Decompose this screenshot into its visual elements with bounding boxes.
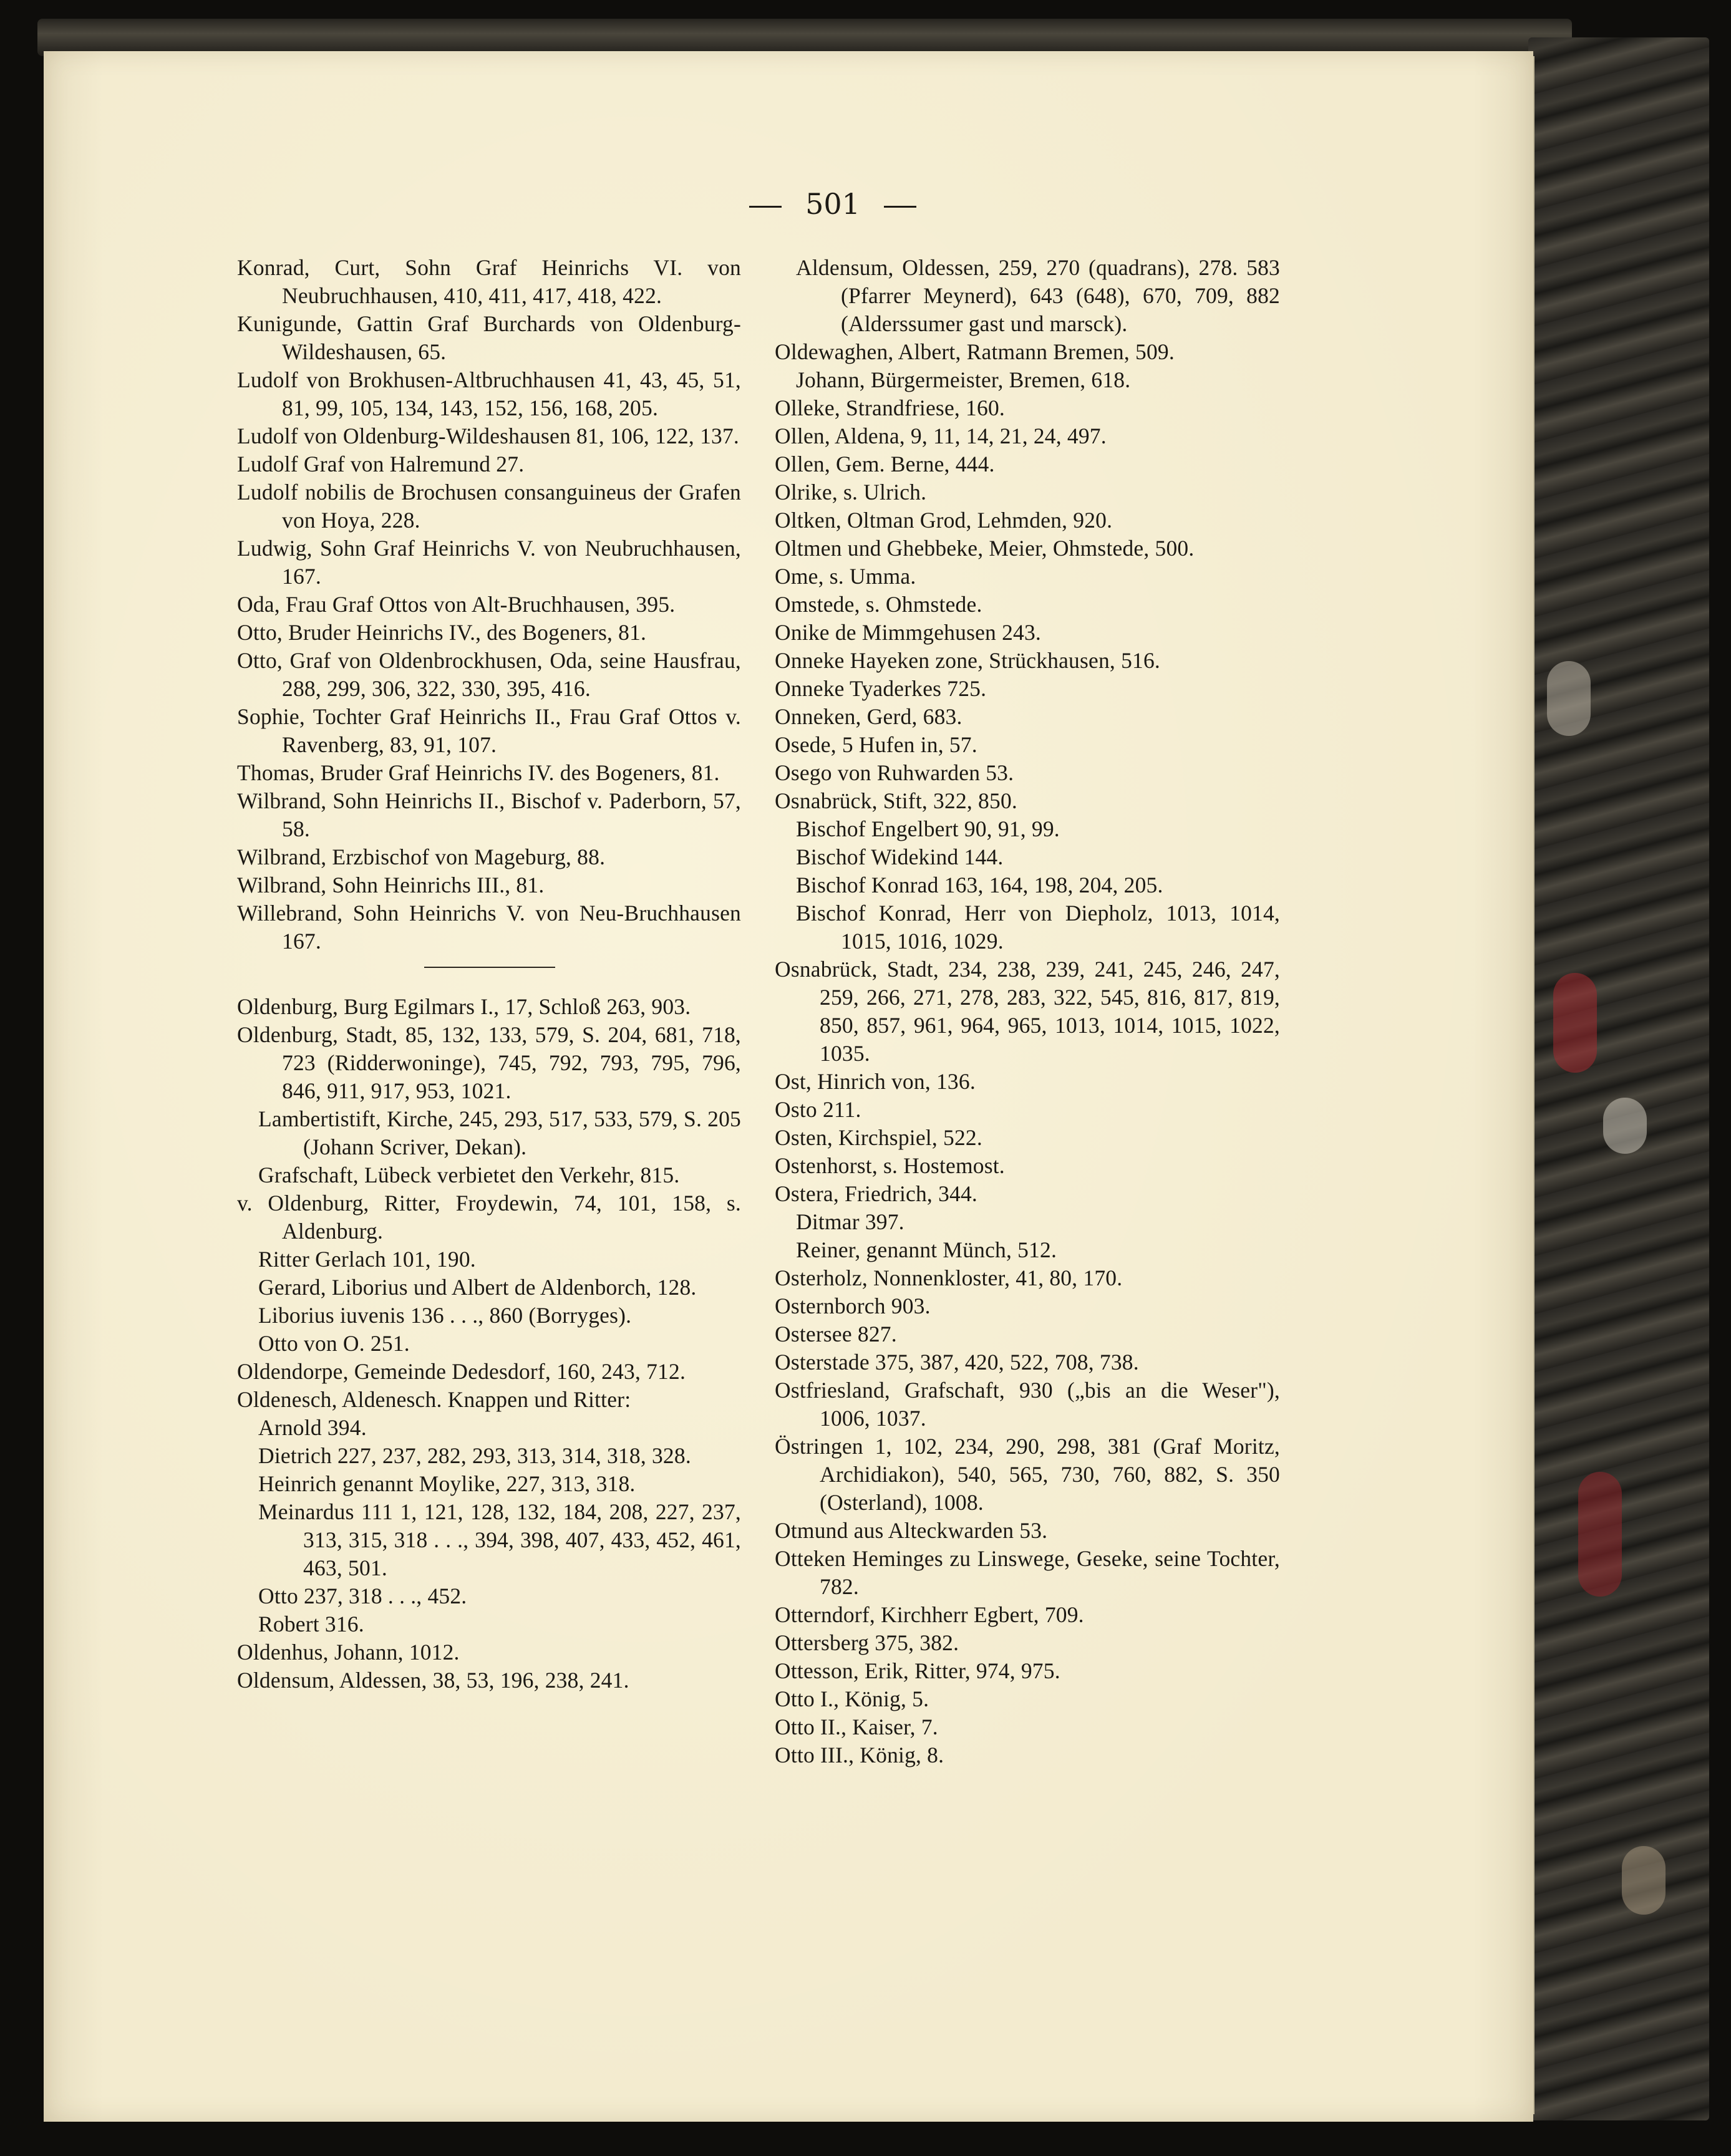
index-entry: Otto III., König, 8. [775,1743,944,1767]
index-entry: Ost, Hinrich von, 136. [775,1069,976,1094]
marbling-streak [1553,973,1597,1073]
index-entry: Ome, s. Umma. [775,564,916,589]
book-cover-top [37,19,1572,56]
index-entries-group-bottom [237,993,741,1694]
index-subentry: Meinardus 111 1, 121, 128, 132, 184, 208, 227, 237, 313, 315, 318 . . ., 394, 398, 407, 433, 452, 461, 463, 501. [258,1499,741,1580]
index-entry: Onneken, Gerd, 683. [775,704,962,729]
index-entry: Otto I., König, 5. [775,1686,929,1711]
book-cover-marbled-edge [1528,37,1709,2120]
index-entry: Osterholz, Nonnenkloster, 41, 80, 170. [775,1265,1123,1290]
index-entry: Ostfriesland, Grafschaft, 930 („bis an die Weser"), 1006, 1037. [775,1378,1280,1431]
index-subentry: Grafschaft, Lübeck verbietet den Verkehr, 815. [258,1163,680,1187]
index-entry: Otmund aus Alteckwarden 53. [775,1518,1048,1543]
index-entry: Ottesson, Erik, Ritter, 974, 975. [775,1658,1060,1683]
index-subentry: Aldensum, Oldessen, 259, 270 (quadrans), 278. 583 (Pfarrer Meynerd), 643 (648), 670, 709, 882 (Alderssumer gast und marsck). [796,255,1280,336]
index-entry: Ollen, Gem. Berne, 444. [775,452,995,476]
index-subentry: Ditmar 397. [796,1209,904,1234]
index-entry: Osede, 5 Hufen in, 57. [775,732,977,757]
index-entry: Ludolf von Oldenburg-Wildeshausen 81, 106, 122, 137. [237,423,739,448]
index-entry: v. Oldenburg, Ritter, Froydewin, 74, 101, 158, s. Aldenburg. [237,1191,741,1244]
index-entry: Oldewaghen, Albert, Ratmann Bremen, 509. [775,339,1175,364]
index-entry: Ottersberg 375, 382. [775,1630,959,1655]
index-entry: Onike de Mimmgehusen 243. [775,620,1041,645]
header-dash [884,206,916,208]
index-subentry: Otto von O. 251. [258,1331,410,1356]
index-column-right [775,254,1280,1769]
index-subentry: Reiner, genannt Münch, 512. [796,1237,1057,1262]
index-subentry: Arnold 394. [258,1415,367,1440]
index-subentry: Gerard, Liborius und Albert de Aldenborch, 128. [258,1275,697,1300]
index-subentry: Dietrich 227, 237, 282, 293, 313, 314, 318, 328. [258,1443,691,1468]
index-entry: Wilbrand, Sohn Heinrichs III., 81. [237,873,545,897]
page-header [624,187,1042,221]
index-subentry: Heinrich genannt Moylike, 227, 313, 318. [258,1471,636,1496]
index-subentry: Johann, Bürgermeister, Bremen, 618. [796,367,1131,392]
index-entry: Ludolf von Brokhusen-Altbruchhausen 41, 43, 45, 51, 81, 99, 105, 134, 143, 152, 156, 168, 205. [237,367,741,420]
index-subentry: Otto 237, 318 . . ., 452. [258,1583,467,1608]
index-entry: Olrike, s. Ulrich. [775,480,927,505]
index-subentry: Bischof Konrad 163, 164, 198, 204, 205. [796,873,1163,897]
index-entry: Sophie, Tochter Graf Heinrichs II., Frau Graf Ottos v. Ravenberg, 83, 91, 107. [237,704,741,757]
index-entry: Omstede, s. Ohmstede. [775,592,982,617]
index-entry: Olleke, Strandfriese, 160. [775,395,1005,420]
index-entry: Oldenhus, Johann, 1012. [237,1640,460,1665]
index-subentry: Liborius iuvenis 136 . . ., 860 (Borryges). [258,1303,632,1328]
index-entry: Osto 211. [775,1097,861,1122]
index-entry: Otterndorf, Kirchherr Egbert, 709. [775,1602,1084,1627]
index-entry: Oda, Frau Graf Ottos von Alt-Bruchhausen, 395. [237,592,676,617]
marbling-streak [1603,1098,1647,1154]
index-entry: Kunigunde, Gattin Graf Burchards von Oldenburg-Wildeshausen, 65. [237,311,741,364]
index-entry: Osnabrück, Stift, 322, 850. [775,788,1017,813]
index-entry: Osternborch 903. [775,1293,931,1318]
index-subentry: Robert 316. [258,1612,364,1636]
marbling-streak [1547,661,1591,736]
index-entry: Willebrand, Sohn Heinrichs V. von Neu-Bruchhausen 167. [237,901,741,954]
index-entry: Osnabrück, Stadt, 234, 238, 239, 241, 245, 246, 247, 259, 266, 271, 278, 283, 322, 545, 816, 817, 819, 850, 857, 961, 964, 965, 1013, 1014, 1015, 1022, 1035. [775,957,1280,1066]
index-entry: Ostersee 827. [775,1322,897,1346]
index-entry: Oldenburg, Burg Egilmars I., 17, Schloß 263, 903. [237,994,691,1019]
index-entry: Osten, Kirchspiel, 522. [775,1125,982,1150]
index-entry: Thomas, Bruder Graf Heinrichs IV. des Bogeners, 81. [237,760,720,785]
index-entry: Konrad, Curt, Sohn Graf Heinrichs VI. von Neubruchhausen, 410, 411, 417, 418, 422. [237,255,741,308]
index-entry: Oldenesch, Aldenesch. Knappen und Ritter: [237,1387,631,1412]
index-entry: Ostera, Friedrich, 344. [775,1181,978,1206]
index-subentry: Ritter Gerlach 101, 190. [258,1247,476,1272]
marbling-streak [1578,1472,1622,1597]
index-entry: Ludwig, Sohn Graf Heinrichs V. von Neubruchhausen, 167. [237,536,741,589]
index-subentry: Bischof Konrad, Herr von Diepholz, 1013, 1014, 1015, 1016, 1029. [796,901,1280,954]
index-entry: Ollen, Aldena, 9, 11, 14, 21, 24, 497. [775,423,1107,448]
index-entry: Onneke Hayeken zone, Strückhausen, 516. [775,648,1161,673]
index-entries-group-top [237,254,741,955]
index-entry: Otto, Bruder Heinrichs IV., des Bogeners, 81. [237,620,647,645]
index-entry: Onneke Tyaderkes 725. [775,676,987,701]
index-subentry: Lambertistift, Kirche, 245, 293, 517, 533, 579, S. 205 (Johann Scriver, Dekan). [258,1106,741,1159]
index-entry: Oldenburg, Stadt, 85, 132, 133, 579, S. 204, 681, 718, 723 (Ridderwoninge), 745, 792, 793, 795, 796, 846, 911, 917, 953, 1021. [237,1022,741,1103]
index-entry: Otto, Graf von Oldenbrockhusen, Oda, seine Hausfrau, 288, 299, 306, 322, 330, 395, 416. [237,648,741,701]
index-entry: Oltken, Oltman Grod, Lehmden, 920. [775,508,1113,533]
section-divider [424,967,555,968]
index-entry: Wilbrand, Erzbischof von Mageburg, 88. [237,844,606,869]
index-column-left [237,254,741,1694]
index-entry: Wilbrand, Sohn Heinrichs II., Bischof v. Paderborn, 57, 58. [237,788,741,841]
index-entry: Otto II., Kaiser, 7. [775,1714,938,1739]
header-dash [749,206,782,208]
index-entry: Ludolf nobilis de Brochusen consanguineus der Grafen von Hoya, 228. [237,480,741,533]
index-entry: Oltmen und Ghebbeke, Meier, Ohmstede, 500. [775,536,1195,561]
marbling-streak [1622,1846,1666,1915]
page-number: 501 [805,187,860,221]
index-entry: Ostenhorst, s. Hostemost. [775,1153,1005,1178]
index-entries-group [775,254,1280,1769]
index-entry: Osego von Ruhwarden 53. [775,760,1014,785]
index-entry: Oldensum, Aldessen, 38, 53, 196, 238, 241. [237,1668,629,1693]
index-subentry: Bischof Engelbert 90, 91, 99. [796,816,1060,841]
index-subentry: Bischof Widekind 144. [796,844,1004,869]
index-entry: Oldendorpe, Gemeinde Dedesdorf, 160, 243, 712. [237,1359,686,1384]
index-entry: Otteken Heminges zu Linswege, Geseke, seine Tochter, 782. [775,1546,1280,1599]
index-entry: Osterstade 375, 387, 420, 522, 708, 738. [775,1350,1139,1375]
index-entry: Ludolf Graf von Halremund 27. [237,452,525,476]
index-entry: Östringen 1, 102, 234, 290, 298, 381 (Graf Moritz, Archidiakon), 540, 565, 730, 760, 882, S. 350 (Osterland), 1008. [775,1434,1280,1515]
